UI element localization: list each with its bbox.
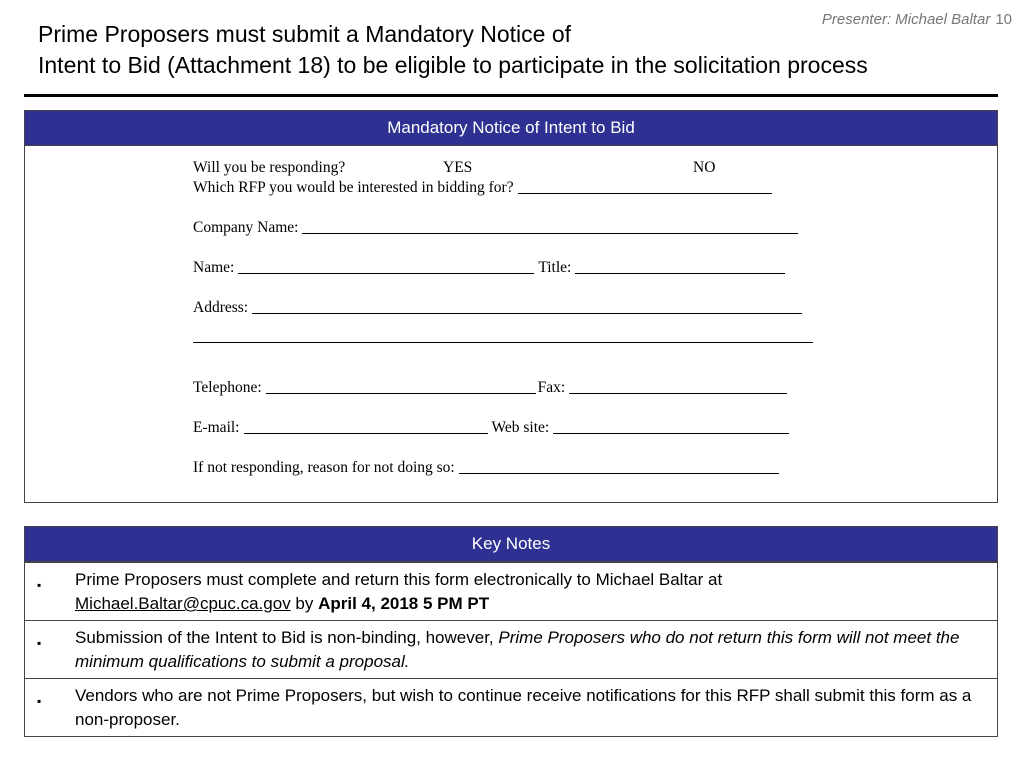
note-item-3 xyxy=(25,678,997,736)
bullet-icon: ▪ xyxy=(37,694,42,708)
yes-option[interactable]: YES xyxy=(443,159,473,176)
note1-by: by xyxy=(290,594,319,613)
bullet-icon: ▪ xyxy=(37,636,42,650)
email-field[interactable] xyxy=(244,432,488,434)
no-option[interactable]: NO xyxy=(693,159,716,176)
reason-label: If not responding, reason for not doing so: xyxy=(193,459,455,476)
title-field[interactable] xyxy=(575,272,785,274)
form-heading: Mandatory Notice of Intent to Bid xyxy=(25,111,997,146)
email-label: E-mail: xyxy=(193,419,240,436)
name-label: Name: xyxy=(193,259,235,276)
address-row xyxy=(193,299,802,317)
bullet-icon: ▪ xyxy=(37,578,42,592)
telephone-field[interactable] xyxy=(266,392,536,394)
website-field[interactable] xyxy=(553,432,789,434)
address-field-2[interactable] xyxy=(193,341,813,343)
title-line-2: Intent to Bid (Attachment 18) to be eligible to participate in the solicitation process xyxy=(38,52,868,78)
address-row-2 xyxy=(193,341,813,346)
page-title xyxy=(38,19,868,81)
telephone-row xyxy=(193,379,787,397)
email-row xyxy=(193,419,789,437)
company-row xyxy=(193,219,798,237)
address-field[interactable] xyxy=(252,312,802,314)
website-label: Web site: xyxy=(491,419,550,436)
rfp-row xyxy=(193,179,772,197)
title-line-1: Prime Proposers must submit a Mandatory Notice of xyxy=(38,21,572,47)
intent-form-table xyxy=(24,110,998,503)
email-link[interactable]: Michael.Baltar@cpuc.ca.gov xyxy=(75,594,291,613)
note-item-2 xyxy=(25,620,997,678)
note1-text: Prime Proposers must complete and return this form electronically to Michael Baltar at xyxy=(75,570,723,589)
name-field[interactable] xyxy=(238,272,534,274)
responding-row xyxy=(193,159,716,177)
responding-label: Will you be responding? xyxy=(193,159,346,176)
rfp-field[interactable] xyxy=(518,192,772,194)
slide-number: 10 xyxy=(995,11,1012,28)
note-item-1 xyxy=(25,562,997,620)
fax-label: Fax: xyxy=(537,379,566,396)
title-divider xyxy=(24,94,998,97)
name-row xyxy=(193,259,785,277)
note2-italic: Prime Proposers who do not return this form will not meet the minimum qualifications to submit a proposal. xyxy=(75,628,960,671)
rfp-label: Which RFP you would be interested in bidding for? xyxy=(193,179,514,196)
presenter-name: Presenter: Michael Baltar xyxy=(821,11,991,28)
company-label: Company Name: xyxy=(193,219,299,236)
notes-heading: Key Notes xyxy=(25,527,997,562)
key-notes-table xyxy=(24,526,998,737)
address-label: Address: xyxy=(193,299,249,316)
reason-field[interactable] xyxy=(459,472,779,474)
fax-field[interactable] xyxy=(569,392,787,394)
note2-text: Submission of the Intent to Bid is non-binding, however, xyxy=(75,628,499,647)
company-field[interactable] xyxy=(302,232,798,234)
reason-row xyxy=(193,459,779,477)
note1-deadline: April 4, 2018 5 PM PT xyxy=(318,594,490,613)
telephone-label: Telephone: xyxy=(193,379,262,396)
title-label: Title: xyxy=(538,259,572,276)
note3-text: Vendors who are not Prime Proposers, but wish to continue receive notifications for this RFP shall submit this form as a non-proposer. xyxy=(75,686,972,729)
